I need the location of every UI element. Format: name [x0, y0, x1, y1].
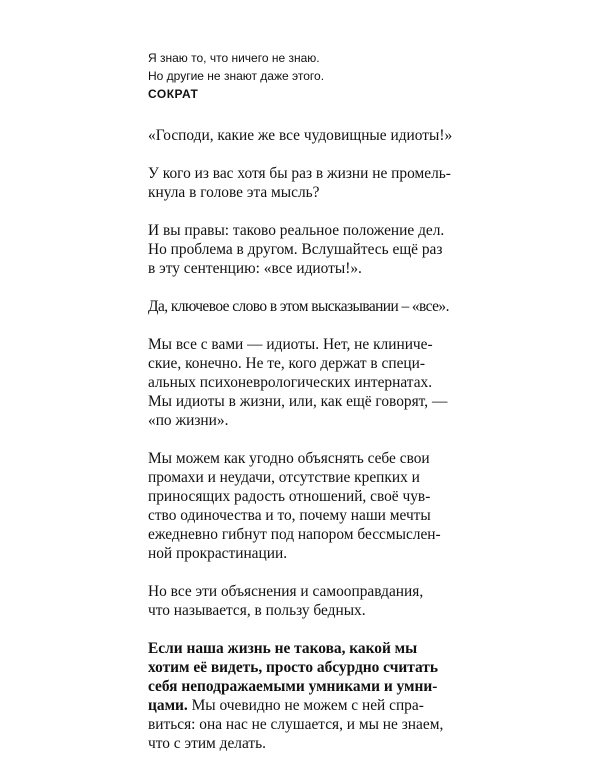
text-line: что называется, в пользу бедных.	[148, 602, 366, 619]
text-line: И вы правы: таково реальное положение дел.	[148, 222, 445, 239]
epigraph-author: СОКРАТ	[148, 87, 199, 101]
text-line: ежедневно гибнут под напором бессмыслен-	[148, 526, 441, 543]
text-line: в эту сентенцию: «все идиоты!».	[148, 260, 362, 277]
text-line: промахи и неудачи, отсутствие крепких и	[148, 469, 420, 486]
paragraph	[148, 126, 478, 145]
text-line: Мы можем как угодно объяснять себе свои	[148, 450, 430, 467]
paragraph	[148, 221, 478, 278]
text-line: приносящих радость отношений, своё чув-	[148, 488, 431, 505]
paragraph	[148, 335, 478, 430]
text-line: Но все эти объяснения и самооправдания,	[148, 583, 424, 600]
text-line: У кого из вас хотя бы раз в жизни не промель-	[148, 165, 451, 182]
epigraph-line: Но другие не знают даже этого.	[148, 69, 325, 83]
text-line-mixed	[148, 696, 478, 715]
text-line: ной прокрастинации.	[148, 545, 288, 562]
paragraph	[148, 449, 478, 563]
epigraph-line: Я знаю то, что ничего не знаю.	[148, 51, 320, 65]
text-line: что с этим делать.	[148, 735, 267, 752]
text-line: ство одиночества и то, почему наши мечты	[148, 507, 431, 524]
text-line: Мы идиоты в жизни, или, как ещё говорят, —	[148, 393, 448, 410]
text-line: Но проблема в другом. Вслушайтесь ещё раз	[148, 241, 443, 258]
paragraph	[148, 164, 478, 202]
text-line: Мы все с вами — идиоты. Нет, не клиниче-	[148, 336, 433, 353]
text-line-bold: хотим её видеть, просто абсурдно считать	[148, 659, 438, 676]
paragraph	[148, 297, 478, 316]
text-line: альных психоневрологических интернатах.	[148, 374, 433, 391]
text-line-bold: Если наша жизнь не такова, какой мы	[148, 640, 418, 657]
paragraph	[148, 582, 478, 620]
epigraph	[148, 49, 468, 103]
text-line: Да, ключевое слово в этом высказывании – «все».	[148, 298, 449, 315]
paragraph	[148, 639, 478, 753]
text-line-bold: себя неподражаемыми умниками и умни-	[148, 678, 438, 695]
text-fragment: Мы очевидно не можем с ней спра-	[187, 697, 424, 714]
text-line: виться: она нас не слушается, и мы не знаем,	[148, 716, 444, 733]
text-line: «по жизни».	[148, 412, 229, 429]
body-text	[148, 126, 478, 772]
text-line: ские, конечно. Не те, кого держат в специ-	[148, 355, 426, 372]
text-line: «Господи, какие же все чудовищные идиоты!»	[148, 127, 453, 144]
text-line: кнула в голове эта мысль?	[148, 184, 320, 201]
text-bold-fragment: цами.	[148, 697, 188, 714]
